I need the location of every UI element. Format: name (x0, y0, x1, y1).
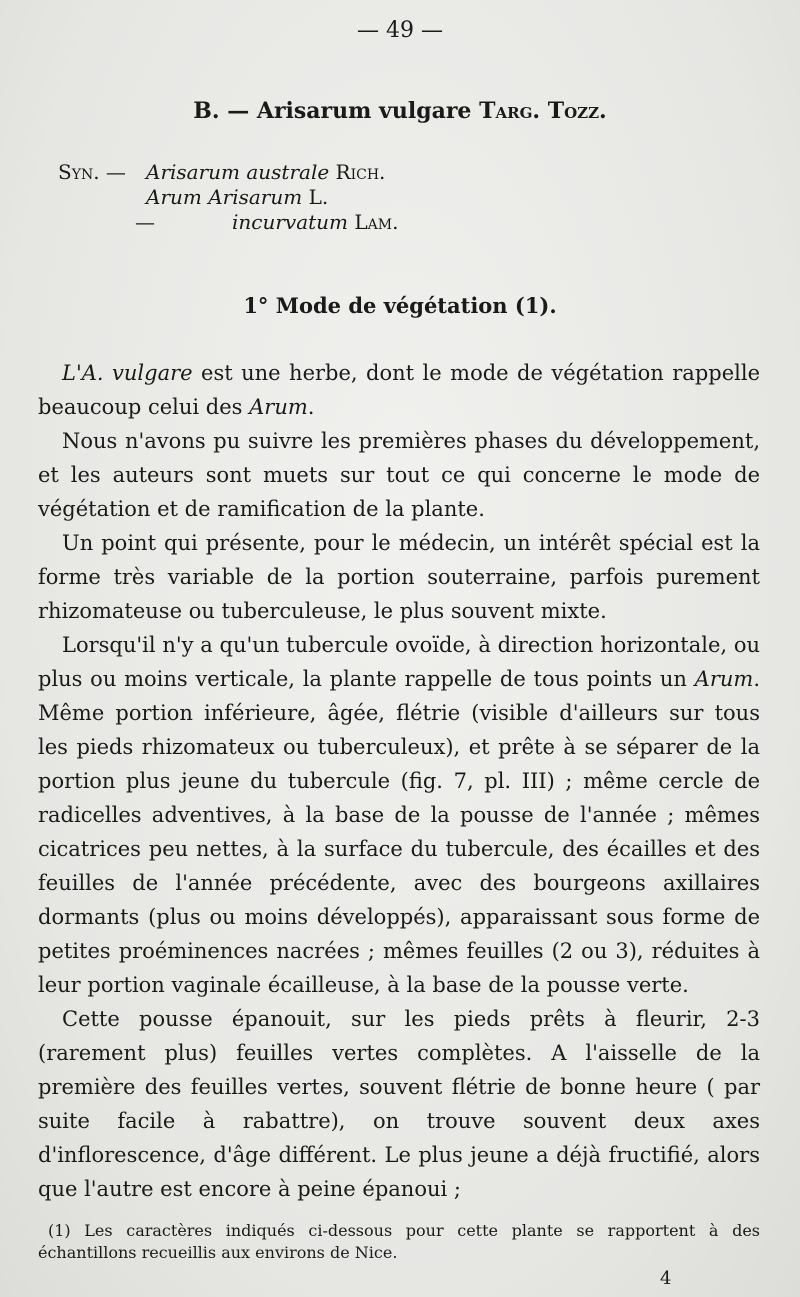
synonym-name: Arisarum australe (146, 160, 330, 184)
paragraph-italic-word: Arum (694, 667, 754, 691)
synonym-row (58, 185, 398, 210)
paragraph: Un point qui présente, pour le médecin, un intérêt spécial est la forme très variable de la portion souterraine, parfois purement rhizomateuse ou tuberculeuse, le plus souvent mixte. (38, 531, 760, 623)
synonym-label: — (135, 210, 155, 234)
paragraph-tail: . Même portion inférieure, âgée, flétrie (visible d'ailleurs sur tous les pieds rhizomateux ou tuberculeux), et prête à se séparer de la portion plus jeune du tubercule (fig. 7, pl. III) ; même cercle de radicelles adventives, à la base de la pousse de l'année ; mêmes cicatrices peu nettes, à la surface du tubercule, des écailles et des feuilles de l'année précédente, avec des bourgeons axillaires dormants (plus ou moins développés), apparaissant sous forme de petites proéminences nacrées ; mêmes feuilles (2 ou 3), réduites à leur portion vaginale écailleuse, à la base de la pousse verte. (38, 667, 760, 997)
section-title: 1° Mode de végétation (1). (243, 293, 557, 318)
title-author: Targ. Tozz. (479, 98, 607, 124)
synonym-author: L. (308, 185, 329, 209)
paragraph-tail: . (307, 395, 315, 419)
paragraph-text: est une herbe, dont le mode de végétation rappelle beaucoup celui des (38, 361, 760, 419)
paragraph (38, 356, 760, 424)
species-title (0, 98, 800, 124)
synonym-author: Lam. (354, 210, 399, 234)
body-text (38, 356, 760, 1206)
signature-mark: 4 (660, 1268, 672, 1289)
synonym-list (58, 160, 398, 235)
title-prefix: B. — (193, 98, 250, 124)
synonym-row (58, 210, 398, 235)
footnote-text: (1) Les caractères indiqués ci-dessous pour cette plante se rapportent à des échantillons recueillis aux environs de Nice. (38, 1221, 760, 1262)
paragraph (38, 628, 760, 1002)
paragraph-text: Lorsqu'il n'y a qu'un tubercule ovoïde, à direction horizontale, ou plus ou moins verticale, la plante rappelle de tous points un (38, 633, 760, 691)
footnote (38, 1220, 760, 1264)
paragraph-lead-italic: L'A. vulgare (62, 361, 193, 385)
paragraph-italic-word: Arum (249, 395, 308, 419)
synonym-author: Rich. (335, 160, 386, 184)
title-species-name: Arisarum vulgare (256, 98, 472, 124)
synonym-name: Arum Arisarum (146, 185, 303, 209)
paragraph: Nous n'avons pu suivre les premières phases du développement, et les auteurs sont muets sur tout ce qui concerne le mode de végétation et de ramification de la plante. (38, 429, 760, 521)
synonym-label: Syn. — (58, 160, 126, 184)
synonym-name: incurvatum (232, 210, 349, 234)
paragraph: Cette pousse épanouit, sur les pieds prêts à fleurir, 2-3 (rarement plus) feuilles vertes complètes. A l'aisselle de la première des feuilles vertes, souvent flétrie de bonne heure ( par suite facile à rabattre), on trouve souvent deux axes d'inflorescence, d'âge différent. Le plus jeune a déjà fructifié, alors que l'autre est encore à peine épanoui ; (38, 1007, 760, 1201)
page-number: — 49 — (357, 18, 443, 43)
synonym-row (58, 160, 398, 185)
